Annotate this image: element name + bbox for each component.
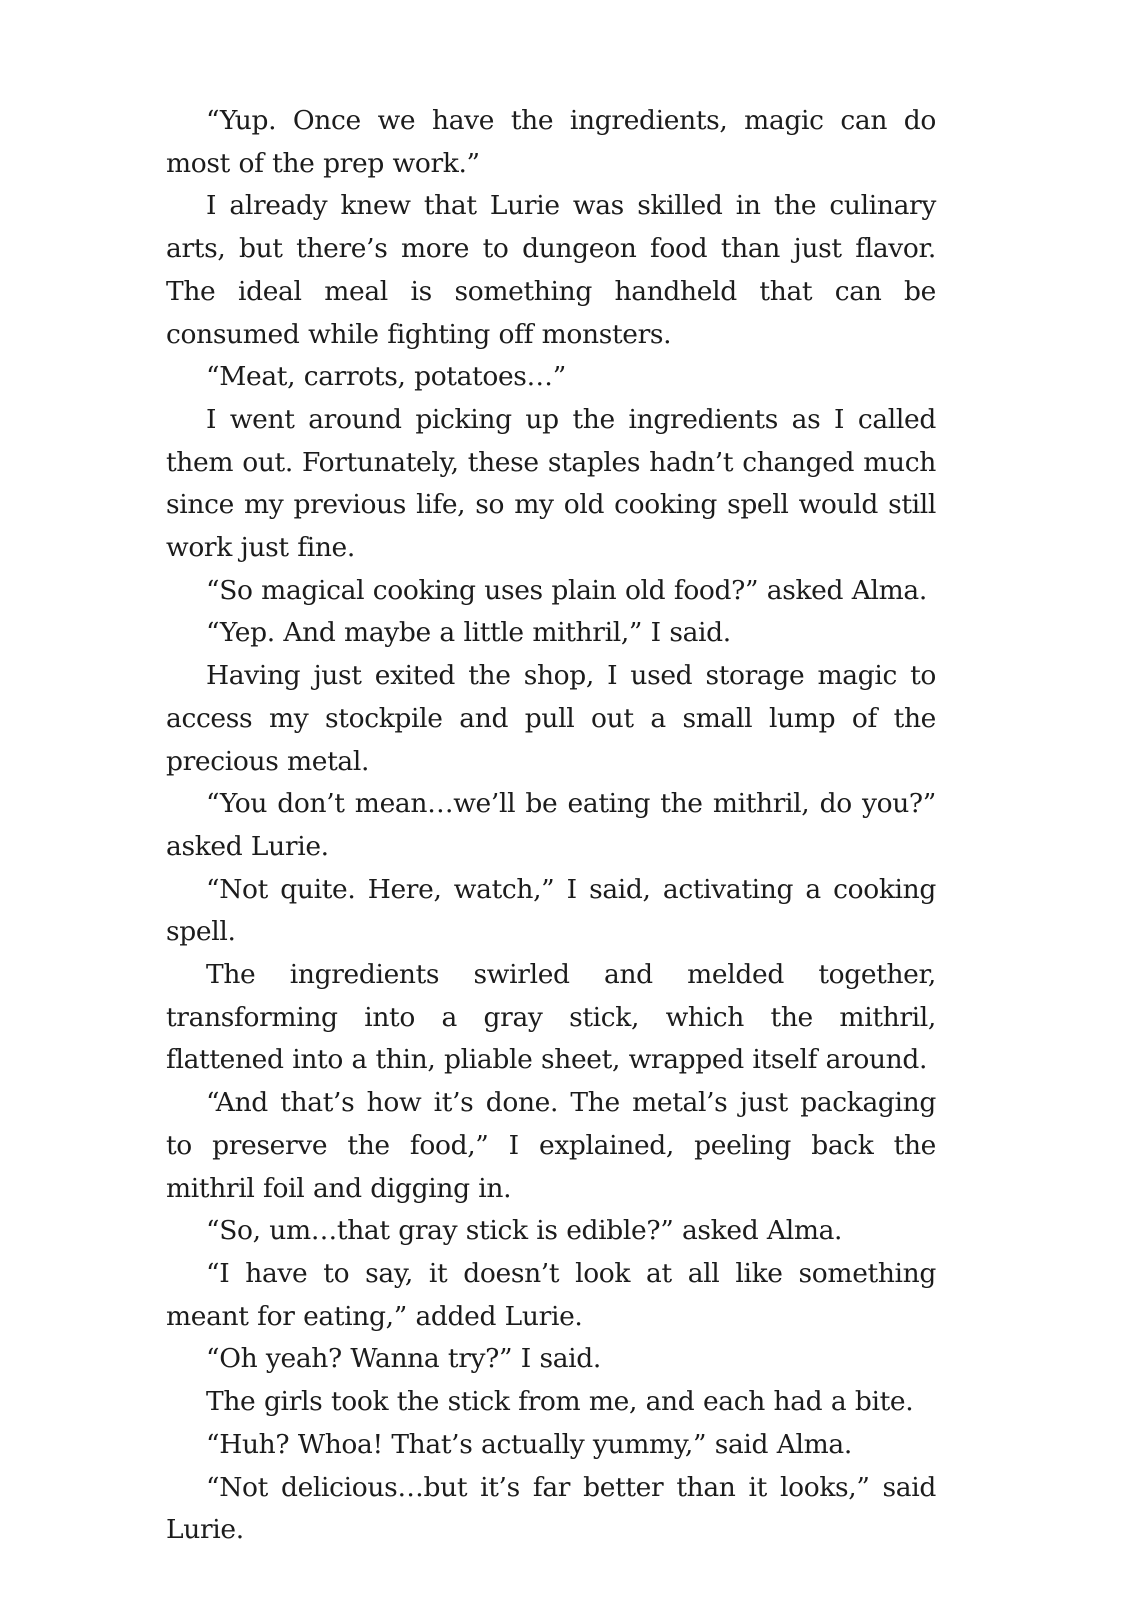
paragraph-10: The ingredients swirled and melded together, transforming into a gray stick, which the mithril, flattened into a thin, pliable sheet, wrapped itself around. — [166, 959, 936, 1076]
paragraph-16: “Huh? Whoa! That’s actually yummy,” said Alma. — [206, 1428, 852, 1460]
paragraph-2: I already knew that Lurie was skilled in the culinary arts, but there’s more to dungeon food than just flavor. The ideal meal is something handheld that can be consumed while fighting off monsters. — [166, 190, 936, 350]
paragraph-3: “Meat, carrots, potatoes…” — [206, 361, 566, 393]
paragraph-8: “You don’t mean…we’ll be eating the mithril, do you?” asked Lurie. — [166, 788, 936, 862]
paragraph-12: “So, um…that gray stick is edible?” asked Alma. — [206, 1215, 843, 1247]
paragraph-5: “So magical cooking uses plain old food?” asked Alma. — [206, 574, 927, 606]
paragraph-14: “Oh yeah? Wanna try?” I said. — [206, 1343, 601, 1375]
paragraph-7: Having just exited the shop, I used storage magic to access my stockpile and pull out a small lump of the precious metal. — [166, 660, 936, 777]
paragraph-1: “Yup. Once we have the ingredients, magic can do most of the prep work.” — [166, 105, 936, 179]
paragraph-11: “And that’s how it’s done. The metal’s just packaging to preserve the food,” I explained, peeling back the mithril foil and digging in. — [166, 1087, 936, 1204]
paragraph-6: “Yep. And maybe a little mithril,” I said. — [206, 617, 731, 649]
body-text — [166, 100, 936, 1552]
paragraph-4: I went around picking up the ingredients as I called them out. Fortunately, these staples hadn’t changed much since my previous life, so my old cooking spell would still work just fine. — [166, 403, 936, 564]
paragraph-15: The girls took the stick from me, and each had a bite. — [206, 1386, 914, 1418]
paragraph-17: “Not delicious…but it’s far better than it looks,” said Lurie. — [166, 1471, 936, 1546]
paragraph-9: “Not quite. Here, watch,” I said, activating a cooking spell. — [166, 873, 936, 948]
paragraph-13: “I have to say, it doesn’t look at all like something meant for eating,” added Lurie. — [166, 1257, 936, 1332]
